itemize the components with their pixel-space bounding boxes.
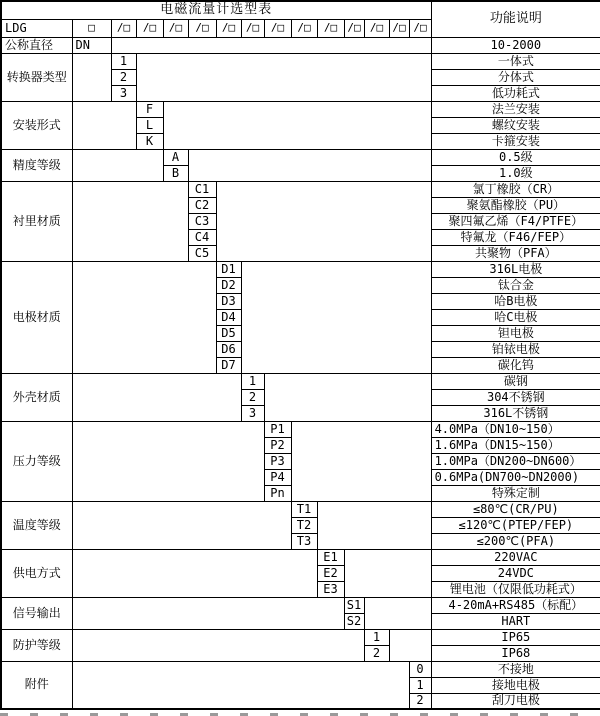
model-slot: /□ (291, 19, 317, 37)
code-cell: T1 (291, 501, 317, 517)
category-label: 压力等级 (1, 421, 72, 501)
desc-cell: 螺纹安装 (431, 117, 600, 133)
desc-cell: 一体式 (431, 53, 600, 69)
desc-cell: 分体式 (431, 69, 600, 85)
desc-cell: 0.6MPa(DN700~DN2000) (431, 469, 600, 485)
code-cell: DN (72, 37, 111, 53)
filler-cell (136, 53, 431, 101)
code-cell: D2 (216, 277, 241, 293)
desc-cell: ≤120℃(PTEP/FEP) (431, 517, 600, 533)
desc-cell: 卡箍安装 (431, 133, 600, 149)
desc-cell: 氯丁橡胶（CR） (431, 181, 600, 197)
category-label: 衬里材质 (1, 181, 72, 261)
category-label: 供电方式 (1, 549, 72, 597)
category-label: 公称直径 (1, 37, 72, 53)
category-label: 安装形式 (1, 101, 72, 149)
filler-cell (72, 421, 264, 501)
filler-cell (72, 501, 291, 549)
model-slot: /□ (344, 19, 364, 37)
desc-cell: 24VDC (431, 565, 600, 581)
desc-cell: IP68 (431, 645, 600, 661)
filler-cell (72, 661, 409, 709)
desc-cell: 法兰安装 (431, 101, 600, 117)
desc-cell: 10-2000 (431, 37, 600, 53)
model-slot: /□ (389, 19, 409, 37)
model-slot: /□ (163, 19, 188, 37)
desc-cell: 0.5级 (431, 149, 600, 165)
filler-cell (241, 261, 431, 373)
desc-cell: 316L电极 (431, 261, 600, 277)
desc-cell: 钛合金 (431, 277, 600, 293)
filler-cell (111, 37, 431, 53)
desc-cell: 共聚物（PFA） (431, 245, 600, 261)
desc-cell: HART (431, 613, 600, 629)
model-slot: /□ (409, 19, 431, 37)
function-column-header: 功能说明 (431, 1, 600, 37)
code-cell: 2 (111, 69, 136, 85)
code-cell: C4 (188, 229, 216, 245)
model-slot: /□ (188, 19, 216, 37)
desc-cell: 304不锈钢 (431, 389, 600, 405)
code-cell: P2 (264, 437, 291, 453)
desc-cell: 接地电极 (431, 677, 600, 693)
code-cell: 2 (364, 645, 389, 661)
code-cell: E3 (317, 581, 344, 597)
code-cell: P1 (264, 421, 291, 437)
desc-cell: 4-20mA+RS485（标配） (431, 597, 600, 613)
code-cell: S1 (344, 597, 364, 613)
code-cell: D3 (216, 293, 241, 309)
desc-cell: 316L不锈钢 (431, 405, 600, 421)
desc-cell: 特殊定制 (431, 485, 600, 501)
category-label: 防护等级 (1, 629, 72, 661)
category-label: 附件 (1, 661, 72, 709)
desc-cell: 碳化钨 (431, 357, 600, 373)
code-cell: L (136, 117, 163, 133)
desc-cell: 1.6MPa（DN15~150） (431, 437, 600, 453)
desc-cell: IP65 (431, 629, 600, 645)
code-cell: 3 (241, 405, 264, 421)
code-cell: C2 (188, 197, 216, 213)
table-title: 电磁流量计选型表 (1, 1, 431, 19)
category-label: 信号输出 (1, 597, 72, 629)
code-cell: 2 (409, 693, 431, 709)
desc-cell: 低功耗式 (431, 85, 600, 101)
model-slot: /□ (364, 19, 389, 37)
filler-cell (264, 373, 431, 421)
desc-cell: 碳钢 (431, 373, 600, 389)
code-cell: C1 (188, 181, 216, 197)
desc-cell: 刮刀电极 (431, 693, 600, 709)
desc-cell: 钽电极 (431, 325, 600, 341)
desc-cell: ≤80℃(CR/PU) (431, 501, 600, 517)
filler-cell (163, 101, 431, 149)
code-cell: Pn (264, 485, 291, 501)
code-cell: D5 (216, 325, 241, 341)
filler-cell (364, 597, 431, 629)
filler-cell (389, 629, 431, 661)
category-label: 精度等级 (1, 149, 72, 181)
desc-cell: 聚四氟乙烯（F4/PTFE） (431, 213, 600, 229)
desc-cell: 1.0级 (431, 165, 600, 181)
desc-cell: 4.0MPa（DN10~150） (431, 421, 600, 437)
filler-cell (216, 181, 431, 261)
filler-cell (291, 421, 431, 501)
code-cell: P3 (264, 453, 291, 469)
model-slot: /□ (216, 19, 241, 37)
desc-cell: 1.0MPa（DN200~DN600） (431, 453, 600, 469)
code-cell: P4 (264, 469, 291, 485)
code-cell: 3 (111, 85, 136, 101)
code-cell: K (136, 133, 163, 149)
model-prefix: LDG (1, 19, 72, 37)
code-cell: C3 (188, 213, 216, 229)
filler-cell (72, 53, 111, 101)
code-cell: 1 (241, 373, 264, 389)
filler-cell (188, 149, 431, 181)
category-label: 转换器类型 (1, 53, 72, 101)
code-cell: E1 (317, 549, 344, 565)
filler-cell (72, 261, 216, 373)
category-label: 外壳材质 (1, 373, 72, 421)
model-slot: /□ (111, 19, 136, 37)
category-label: 电极材质 (1, 261, 72, 373)
code-cell: D1 (216, 261, 241, 277)
model-slot: /□ (241, 19, 264, 37)
desc-cell: 哈C电极 (431, 309, 600, 325)
model-slot: /□ (264, 19, 291, 37)
code-cell: 0 (409, 661, 431, 677)
filler-cell (72, 373, 241, 421)
code-cell: 1 (364, 629, 389, 645)
desc-cell: 铂铱电极 (431, 341, 600, 357)
code-cell: D7 (216, 357, 241, 373)
code-cell: 1 (111, 53, 136, 69)
code-cell: F (136, 101, 163, 117)
code-cell: 2 (241, 389, 264, 405)
desc-cell: 哈B电极 (431, 293, 600, 309)
code-cell: A (163, 149, 188, 165)
model-box: □ (72, 19, 111, 37)
desc-cell: 特氟龙（F46/FEP） (431, 229, 600, 245)
filler-cell (72, 149, 163, 181)
model-slot: /□ (317, 19, 344, 37)
desc-cell: ≤200℃(PFA) (431, 533, 600, 549)
code-cell: B (163, 165, 188, 181)
code-cell: E2 (317, 565, 344, 581)
filler-cell (72, 549, 317, 597)
filler-cell (344, 549, 431, 597)
code-cell: T2 (291, 517, 317, 533)
code-cell: 1 (409, 677, 431, 693)
desc-cell: 锂电池（仅限低功耗式） (431, 581, 600, 597)
filler-cell (72, 629, 364, 661)
desc-cell: 聚氨酯橡胶（PU） (431, 197, 600, 213)
code-cell: S2 (344, 613, 364, 629)
code-cell: C5 (188, 245, 216, 261)
filler-cell (72, 181, 188, 261)
category-label: 温度等级 (1, 501, 72, 549)
filler-cell (72, 101, 136, 149)
desc-cell: 220VAC (431, 549, 600, 565)
code-cell: T3 (291, 533, 317, 549)
code-cell: D6 (216, 341, 241, 357)
desc-cell: 不接地 (431, 661, 600, 677)
code-cell: D4 (216, 309, 241, 325)
filler-cell (72, 597, 344, 629)
model-slot: /□ (136, 19, 163, 37)
filler-cell (317, 501, 431, 549)
